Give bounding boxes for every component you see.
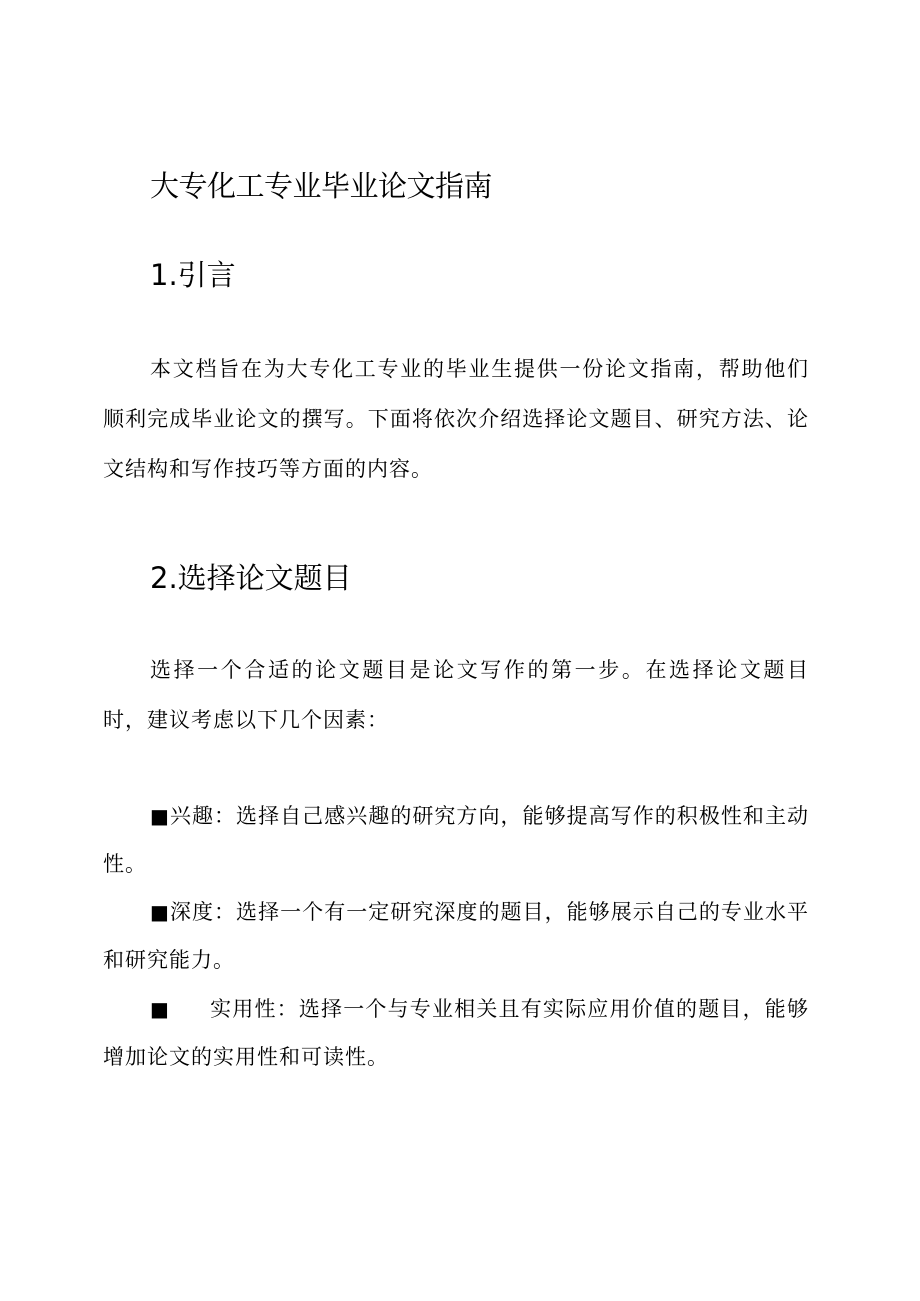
list-item-text: 深度：选择一个有一定研究深度的题目，能够展示自己的专业水平和研究能力。 — [103, 900, 809, 972]
document-title: 大专化工专业毕业论文指南 — [150, 169, 493, 203]
square-bullet-icon: ■ — [150, 900, 170, 924]
section-heading-introduction: 1.引言 — [150, 258, 236, 292]
introduction-paragraph: 本文档旨在为大专化工专业的毕业生提供一份论文指南，帮助他们顺利完成毕业论文的撰写。下面将依次介绍选择论文题目、研究方法、论文结构和写作技巧等方面的内容。 — [103, 357, 809, 481]
square-bullet-icon: ■ — [150, 804, 170, 828]
list-item-text: 实用性：选择一个与专业相关且有实际应用价值的题目，能够增加论文的实用性和可读性。 — [103, 997, 809, 1069]
list-item — [103, 888, 809, 984]
list-item — [103, 985, 809, 1081]
square-bullet-icon: ■ — [150, 997, 170, 1021]
topic-selection-paragraph: 选择一个合适的论文题目是论文写作的第一步。在选择论文题目时，建议考虑以下几个因素： — [103, 658, 809, 732]
list-item-text: 兴趣：选择自己感兴趣的研究方向，能够提高写作的积极性和主动性。 — [103, 804, 809, 876]
list-item — [103, 792, 809, 888]
section-heading-topic-selection: 2.选择论文题目 — [150, 561, 352, 595]
